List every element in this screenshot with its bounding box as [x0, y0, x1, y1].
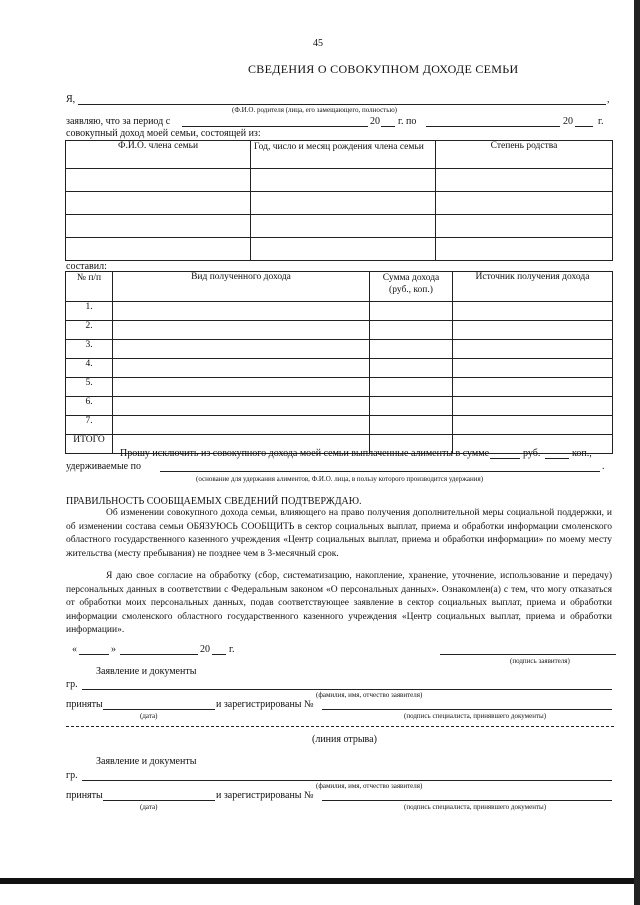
- receipt-top-date-hint: (дата): [140, 712, 158, 720]
- receipt-bottom-date-hint: (дата): [140, 803, 158, 811]
- receipt-top-heading: Заявление и документы: [96, 666, 197, 677]
- family-header-birth: Год, число и месяц рождения члена семьи: [251, 141, 436, 169]
- date-g-label: г.: [229, 644, 235, 655]
- alimony-text: Прошу исключить из совокупного дохода моей семьи выплаченные алименты в сумме: [120, 448, 490, 459]
- receipt-bottom-prinyaty: приняты: [66, 790, 103, 801]
- applicant-signature-line[interactable]: [440, 654, 616, 655]
- cut-line-label: (линия отрыва): [312, 734, 377, 745]
- year2-line[interactable]: [575, 126, 593, 127]
- comma: ,: [607, 94, 610, 105]
- receipt-bottom-fio-hint: (фамилия, имя, отчество заявителя): [316, 782, 423, 790]
- receipt-bottom-gr: гр.: [66, 770, 78, 781]
- receipt-top-fio-hint: (фамилия, имя, отчество заявителя): [316, 691, 423, 699]
- income-table: [65, 271, 613, 454]
- alimony-hint: (основание для удержания алиментов, Ф.И.О. лица, в пользу которого производится удержания): [196, 475, 484, 483]
- receipt-top-date-line[interactable]: [103, 709, 215, 710]
- income-header-num: № п/п: [66, 272, 113, 302]
- receipt-top-registered: и зарегистрированы №: [216, 699, 314, 710]
- year1-label: 20: [370, 116, 380, 127]
- confirm-heading: ПРАВИЛЬНОСТЬ СООБЩАЕМЫХ СВЕДЕНИЙ ПОДТВЕРЖДАЮ.: [66, 496, 362, 507]
- receipt-top-sign-hint: (подпись специалиста, принявшего документы): [404, 712, 547, 720]
- fio-line[interactable]: [78, 104, 606, 105]
- date-month-line[interactable]: [120, 654, 198, 655]
- ya-label: Я,: [66, 94, 76, 105]
- receipt-bottom-date-line[interactable]: [103, 800, 215, 801]
- year1-line[interactable]: [381, 126, 395, 127]
- table-row: 2.: [66, 321, 613, 340]
- alimony-rub-line[interactable]: [490, 458, 520, 459]
- family-table: [65, 140, 613, 261]
- table-row: 3.: [66, 340, 613, 359]
- kop-label: коп.,: [572, 448, 592, 459]
- family-row: [66, 238, 613, 261]
- table-row-total: ИТОГО: [66, 435, 613, 454]
- rub-label: руб.: [523, 448, 541, 459]
- date-close-quote: »: [111, 644, 116, 655]
- alimony-basis-label: удерживаемые по: [66, 461, 141, 472]
- page-number: 45: [313, 38, 323, 49]
- receipt-bottom-heading: Заявление и документы: [96, 756, 197, 767]
- receipt-bottom-sign-hint: (подпись специалиста, принявшего документы): [404, 803, 547, 811]
- receipt-top-fio-line[interactable]: [82, 689, 612, 690]
- alimony-dot: .: [602, 461, 605, 472]
- income-header-type: Вид полученного дохода: [113, 272, 370, 302]
- table-row: 6.: [66, 397, 613, 416]
- scan-edge-right: [634, 0, 640, 905]
- income-header-source: Источник получения дохода: [453, 272, 613, 302]
- signature-hint: (подпись заявителя): [510, 657, 570, 665]
- family-row: [66, 215, 613, 238]
- alimony-basis-line[interactable]: [160, 471, 600, 472]
- date-day-line[interactable]: [79, 654, 109, 655]
- income-header-sum: Сумма дохода (руб., коп.): [370, 272, 453, 302]
- scan-edge-bottom: [0, 878, 640, 884]
- date-year-line[interactable]: [212, 654, 226, 655]
- period-to-line[interactable]: [426, 126, 560, 127]
- page-title: СВЕДЕНИЯ О СОВОКУПНОМ ДОХОДЕ СЕМЬИ: [248, 62, 519, 76]
- table-row: 1.: [66, 302, 613, 321]
- table-row: 4.: [66, 359, 613, 378]
- table-row: 7.: [66, 416, 613, 435]
- receipt-bottom-number-line[interactable]: [322, 800, 612, 801]
- fio-hint: (Ф.И.О. родителя (лица, его замещающего, полностью): [232, 106, 397, 114]
- period-from-line[interactable]: [182, 126, 368, 127]
- table-row: 5.: [66, 378, 613, 397]
- receipt-top-gr: гр.: [66, 679, 78, 690]
- g-po-label: г. по: [398, 116, 417, 127]
- date-year-label: 20: [200, 644, 210, 655]
- family-row: [66, 169, 613, 192]
- paragraph-obligation: Об изменении совокупного дохода семьи, влияющего на право получения дополнительной меры социальной поддержки, и об изменении состава семьи ОБЯЗУЮСЬ СООБЩИТЬ в сектор социальных выплат, приема и обработки информации смоленского областного государственного казенного учреждения «Центр социальных выплат, приема и обработки информации» по моему месту жительства (месту пребывания) не позднее чем в 3-месячный срок.: [66, 508, 612, 559]
- receipt-top-prinyaty: приняты: [66, 699, 103, 710]
- income-of-label: совокупный доход моей семьи, состоящей из:: [66, 128, 261, 139]
- cut-dashed-line: [66, 726, 614, 727]
- receipt-bottom-fio-line[interactable]: [82, 780, 612, 781]
- paragraph-consent: Я даю свое согласие на обработку (сбор, систематизацию, накопление, хранение, уточнение, использование и передачу) персональных данных в соответствии с Федеральным законом «О персональных данных». Ознакомлен(а) с тем, что могу отказаться от обработки моих персональных данных, подав соответствующее заявление в сектор социальных выплат, приема и обработки информации смоленского областного государственного казенного учреждения «Центр социальных выплат, приема и обработки информации».: [66, 571, 612, 635]
- receipt-top-number-line[interactable]: [322, 709, 612, 710]
- family-row: [66, 192, 613, 215]
- sostavil-label: составил:: [66, 261, 107, 272]
- alimony-kop-line[interactable]: [545, 458, 569, 459]
- year2-label: 20: [563, 116, 573, 127]
- declare-label: заявляю, что за период с: [66, 116, 171, 127]
- date-open-quote: «: [72, 644, 77, 655]
- family-header-relation: Степень родства: [436, 141, 613, 169]
- receipt-bottom-registered: и зарегистрированы №: [216, 790, 314, 801]
- g-label: г.: [598, 116, 604, 127]
- family-header-fio: Ф.И.О. члена семьи: [66, 141, 251, 169]
